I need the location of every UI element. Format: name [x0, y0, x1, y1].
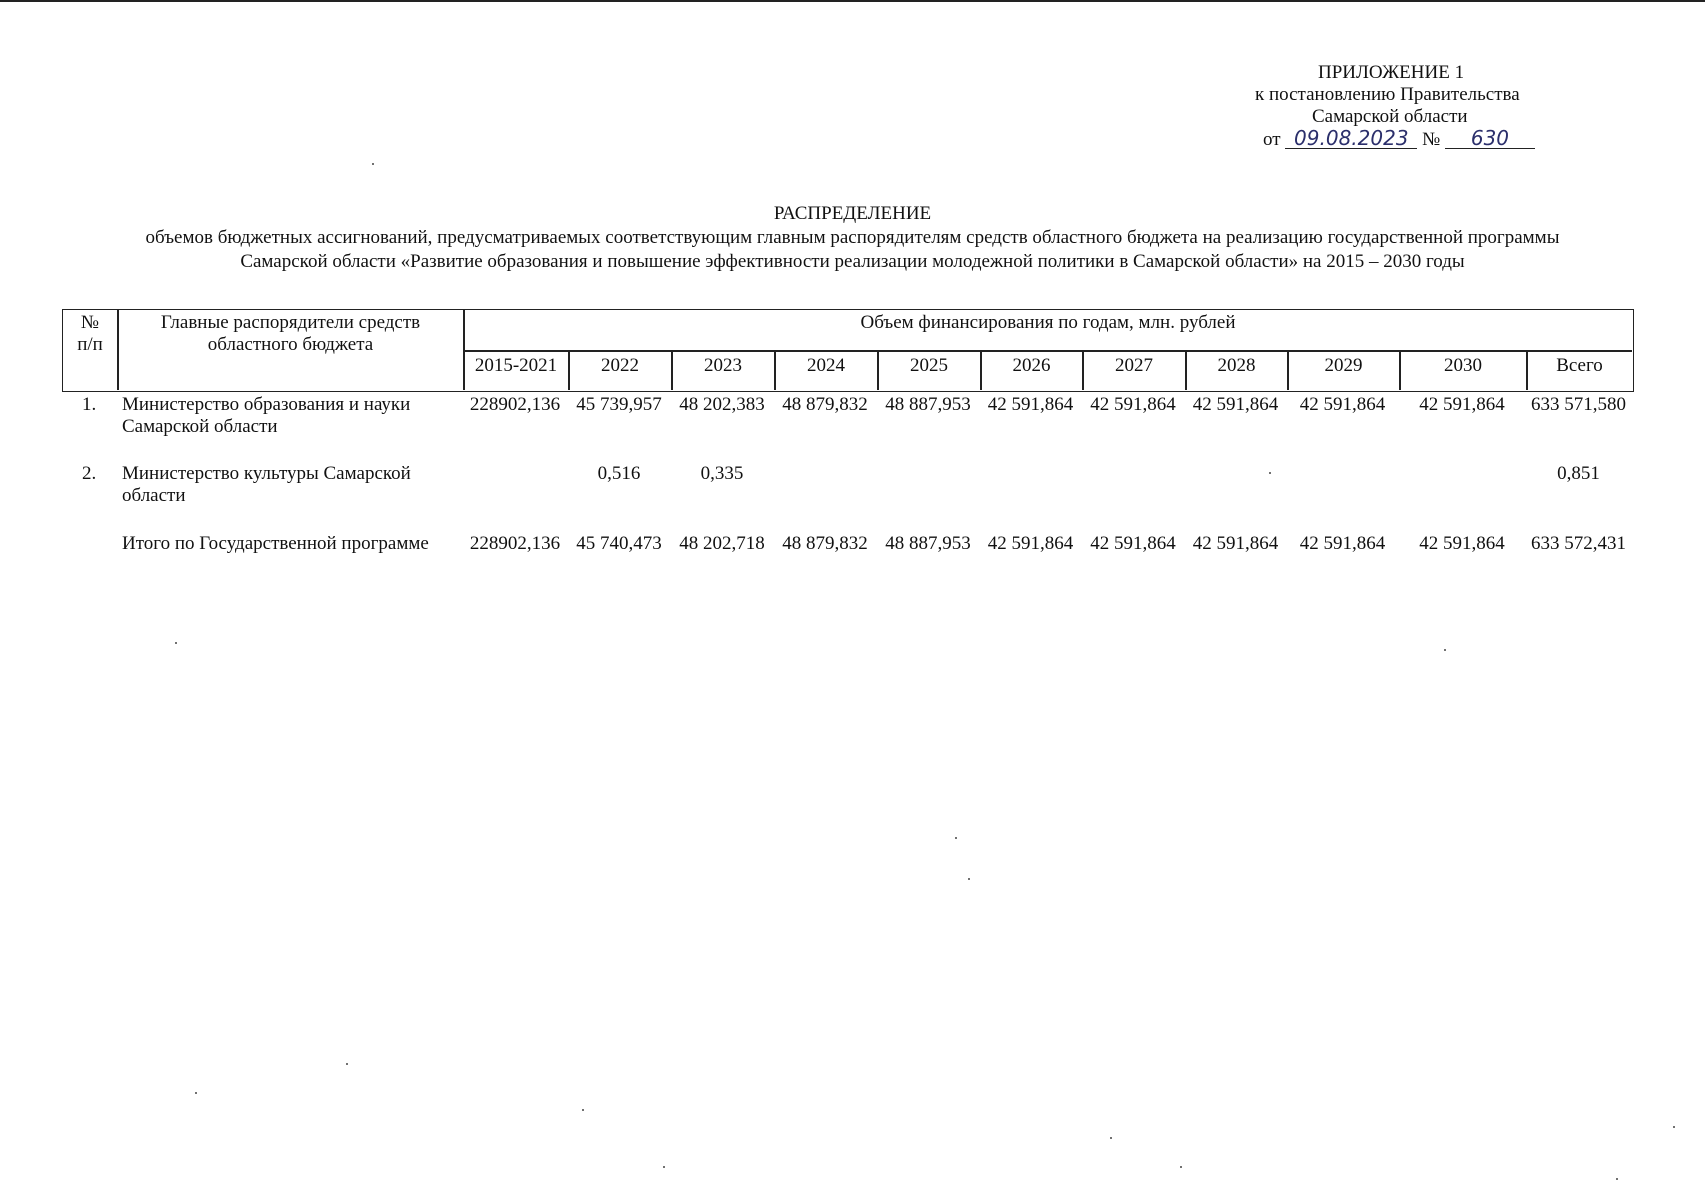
row-2-name-line-2: области	[122, 485, 186, 506]
col-header-year: 2028	[1217, 355, 1256, 376]
scan-speck	[175, 642, 177, 644]
total-row-total: 633 572,431	[1531, 533, 1626, 554]
col-header-year: 2025	[910, 355, 948, 376]
handwritten-number: 630	[1445, 128, 1535, 149]
col-header-name: Главные распорядители средств областного бюджета	[160, 312, 421, 355]
scan-speck	[346, 1063, 348, 1065]
scan-top-edge	[0, 0, 1705, 2]
document-subtitle-line-1: объемов бюджетных ассигнований, предусматриваемых соответствующим главным распорядителям средств областного бюджета на реализацию государственной программы	[145, 227, 1560, 248]
document-title: РАСПРЕДЕЛЕНИЕ	[773, 203, 932, 224]
row-1-value: 42 591,864	[1419, 394, 1505, 415]
row-2-value: 0,335	[700, 463, 744, 484]
row-1-value: 42 591,864	[1090, 394, 1176, 415]
scan-speck	[1673, 1126, 1675, 1128]
appendix-date-number-line	[1230, 128, 1550, 151]
scan-speck	[1444, 649, 1446, 651]
group-header-divider	[463, 350, 1632, 352]
scan-speck	[372, 163, 374, 165]
row-1-value: 228902,136	[469, 394, 561, 415]
row-1-value: 42 591,864	[987, 394, 1074, 415]
appendix-region-line: Самарской области	[1312, 106, 1468, 127]
scan-speck	[1180, 1166, 1182, 1168]
handwritten-date: 09.08.2023	[1285, 128, 1417, 149]
row-1-value: 48 887,953	[885, 394, 971, 415]
row-2-number: 2.	[82, 463, 97, 484]
scan-speck	[582, 1109, 584, 1111]
row-1-value: 45 739,957	[576, 394, 662, 415]
total-row-value: 45 740,473	[576, 533, 662, 554]
scan-speck	[1616, 1178, 1618, 1180]
row-2-name-line-1: Министерство культуры Самарской	[122, 463, 411, 484]
row-1-total: 633 571,580	[1531, 394, 1626, 415]
scan-speck	[1269, 472, 1271, 474]
group-header-funding: Объем финансирования по годам, млн. рублей	[860, 312, 1236, 333]
col-header-year: 2015-2021	[474, 355, 558, 376]
document-subtitle-line-2: Самарской области «Развитие образования и повышение эффективности реализации молодежной политики в Самарской области» на 2015 – 2030 годы	[240, 251, 1465, 272]
number-label: №	[1422, 129, 1441, 150]
row-1-name-line-2: Самарской области	[122, 416, 278, 437]
table-header-frame	[62, 309, 1634, 392]
col-header-year: 2029	[1324, 355, 1363, 376]
col-header-year: 2030	[1444, 355, 1482, 376]
col-header-year: 2023	[704, 355, 742, 376]
row-2-total: 0,851	[1557, 463, 1600, 484]
total-row-value: 48 879,832	[782, 533, 868, 554]
row-1-value: 48 202,383	[679, 394, 765, 415]
col-header-year: 2024	[807, 355, 845, 376]
total-row-value: 42 591,864	[1419, 533, 1505, 554]
from-label: от	[1263, 129, 1281, 150]
scan-speck	[195, 1092, 197, 1094]
col-header-total: Всего	[1556, 355, 1603, 376]
row-1-value: 42 591,864	[1192, 394, 1279, 415]
total-row-value: 48 202,718	[679, 533, 765, 554]
appendix-title: ПРИЛОЖЕНИЕ 1	[1318, 62, 1465, 83]
scan-speck	[955, 837, 957, 839]
scan-speck	[968, 878, 970, 880]
total-row-value: 42 591,864	[1299, 533, 1386, 554]
total-row-label: Итого по Государственной программе	[122, 533, 429, 554]
appendix-block	[1230, 62, 1550, 151]
total-row-value: 42 591,864	[1090, 533, 1176, 554]
col-header-number: № п/п	[77, 312, 103, 355]
total-row-value: 48 887,953	[885, 533, 971, 554]
appendix-decree-line: к постановлению Правительства	[1255, 84, 1520, 105]
row-1-value: 48 879,832	[782, 394, 868, 415]
col-header-year: 2022	[601, 355, 639, 376]
total-row-value: 42 591,864	[987, 533, 1074, 554]
row-2-value: 0,516	[597, 463, 641, 484]
row-1-name-line-1: Министерство образования и науки	[122, 394, 411, 415]
col-header-year: 2027	[1115, 355, 1153, 376]
col-header-year: 2026	[1012, 355, 1051, 376]
scan-speck	[1110, 1137, 1112, 1139]
row-1-number: 1.	[82, 394, 97, 415]
total-row-value: 42 591,864	[1192, 533, 1279, 554]
scan-speck	[663, 1166, 665, 1168]
row-1-value: 42 591,864	[1299, 394, 1386, 415]
total-row-value: 228902,136	[469, 533, 561, 554]
